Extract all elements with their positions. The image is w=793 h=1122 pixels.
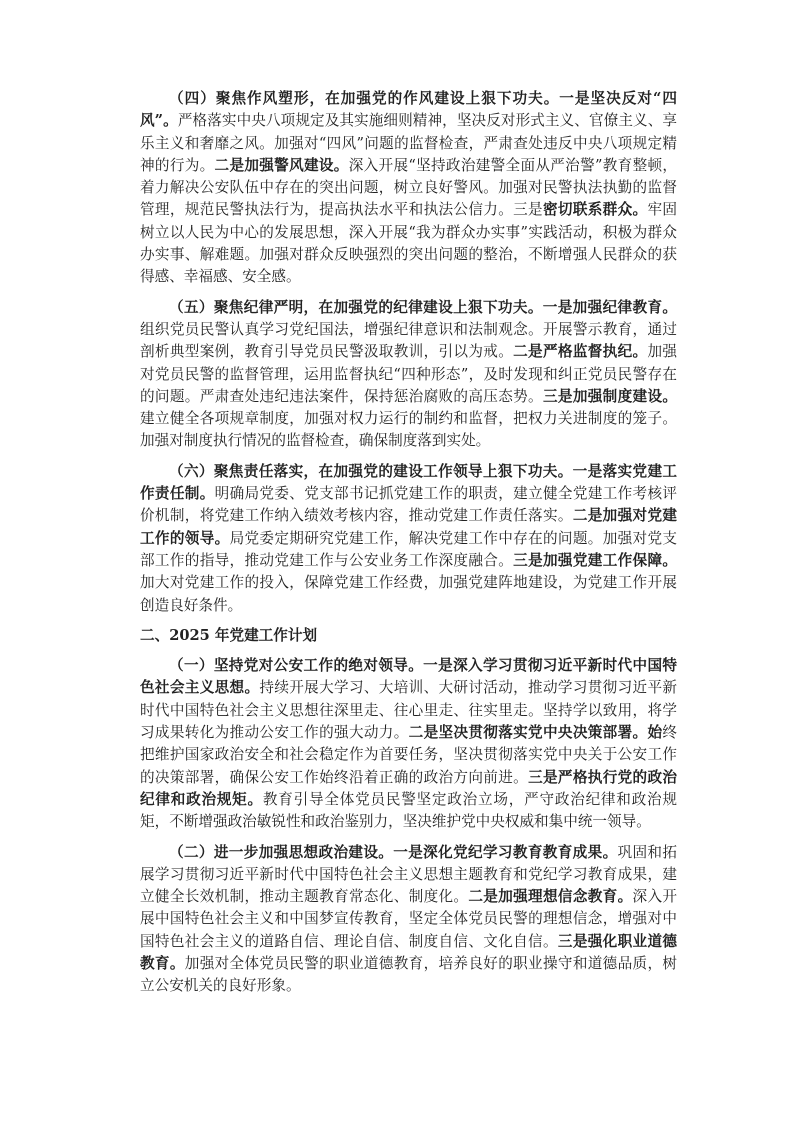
document-page [140,88,677,1006]
bold-run: 二是加强对党建工作的领导。 [140,507,677,547]
bold-run: （二）进一步加强思想政治建设。一是深化党纪学习教育教育成果。 [169,843,618,861]
text-run: 深入开展“坚持政治建警全面从严治警”教育整顿，着力解决公安队伍中存在的突出问题，树立良好警风。加强对民警执法执勤的监督管理，规范民警执法行为，提高执法水平和执法公信力。三是 [140,156,677,219]
paragraph-responsibility [140,461,677,617]
paragraph-party-leadership [140,655,677,833]
bold-run: 三是加强党建工作保障。 [513,551,677,569]
text-run: 持续开展大学习、大培训、大研讨活动，推动学习贯彻习近平新时代中国特色社会主义思想往深里走、往心里走、往实里走。坚持学以致用，将学习成果转化为推动公安工作的强大动力。 [140,679,677,742]
bold-run: （六）聚焦责任落实，在加强党的建设工作领导上狠下功夫。一是落实党建工作责任制。 [140,462,677,503]
bold-run: 三是强化职业道德教育。 [140,932,677,972]
text-run: 组织党员民警认真学习党纪国法，增强纪律意识和法制观念。开展警示教育，通过剖析典型案例，教育引导党员民警汲取教训，引以为戒。 [140,320,677,361]
bold-run: （四）聚焦作风塑形，在加强党的作风建设上狠下功夫。一是坚决反对“四风”。 [140,90,677,130]
bold-run: 三是加强制度建设。 [542,387,677,405]
text-run: 深入开展中国特色社会主义和中国梦宣传教育，坚定全体党员民警的理想信念，增强对中国特色社会主义的道路自信、理论自信、制度自信、文化自信。 [140,888,677,950]
bold-run: （五）聚焦纪律严明，在加强党的纪律建设上狠下功夫。一是加强纪律教育。 [169,298,677,316]
text-run: 巩固和拓展学习贯彻习近平新时代中国特色社会主义思想主题教育和党纪学习教育成果，建立健全长效机制，推动主题教育常态化、制度化。 [140,843,677,906]
bold-run: 三是严格执行党的政治纪律和政治规矩。 [140,768,677,808]
text-run: 加大对党建工作的投入，保障党建工作经费，加强党建阵地建设，为党建工作开展创造良好条件。 [140,574,677,614]
text-run: 局党委定期研究党建工作，解决党建工作中存在的问题。加强对党支部工作的指导，推动党建工作与公安业务工作深度融合。 [140,529,677,569]
text-run: 明确局党委、党支部书记抓党建工作的职责，建立健全党建工作考核评价机制，将党建工作纳入绩效考核内容，推动党建工作责任落实。 [140,485,677,525]
bold-run: （一）坚持党对公安工作的绝对领导。一是深入学习贯彻习近平新时代中国特色社会主义思想。 [140,657,677,697]
paragraph-discipline-building [140,297,677,453]
text-run: 牢固树立以人民为中心的发展思想，深入开展“我为群众办实事”实践活动，积极为群众办实事、解难题。加强对群众反映强烈的突出问题的整治，不断增强人民群众的获得感、幸福感、安全感。 [140,201,677,286]
bold-run: 二是严格监督执纪。 [513,343,648,361]
bold-run: 二是加强警风建设。 [214,156,349,174]
bold-run: 密切联系群众。 [542,201,648,219]
paragraph-style-building [140,88,677,289]
bold-run: 二是坚决贯彻落实党中央决策部署。始 [408,724,663,742]
text-run: 终把维护国家政治安全和社会稳定作为首要任务，坚决贯彻落实党中央关于公安工作的决策部署，确保公安工作始终沿着正确的政治方向前进。 [140,724,677,786]
text-run: 严格落实中央八项规定及其实施细则精神，坚决反对形式主义、官僚主义、享乐主义和奢靡之风。加强对“四风”问题的监督检查，严肃查处违反中央八项规定精神的行为。 [140,112,677,174]
text-run: 建立健全各项规章制度，加强对权力运行的制约和监督，把权力关进制度的笼子。加强对制度执行情况的监督检查，确保制度落到实处。 [140,410,677,450]
paragraph-ideological-building [140,842,677,998]
bold-run: 二是加强理想信念教育。 [468,888,633,906]
text-run: 加强对全体党员民警的职业道德教育，培养良好的职业操守和道德品质，树立公安机关的良好形象。 [140,954,677,995]
text-run: 加强对党员民警的监督管理，运用监督执纪“四种形态”，及时发现和纠正党员民警存在的问题。严肃查处违纪违法案件，保持惩治腐败的高压态势。 [140,343,677,405]
section-heading: 二、2025 年党建工作计划 [140,626,318,644]
text-run: 教育引导全体党员民警坚定政治立场，严守政治纪律和政治规矩，不断增强政治敏锐性和政治鉴别力，坚决维护党中央权威和集中统一领导。 [140,790,677,831]
